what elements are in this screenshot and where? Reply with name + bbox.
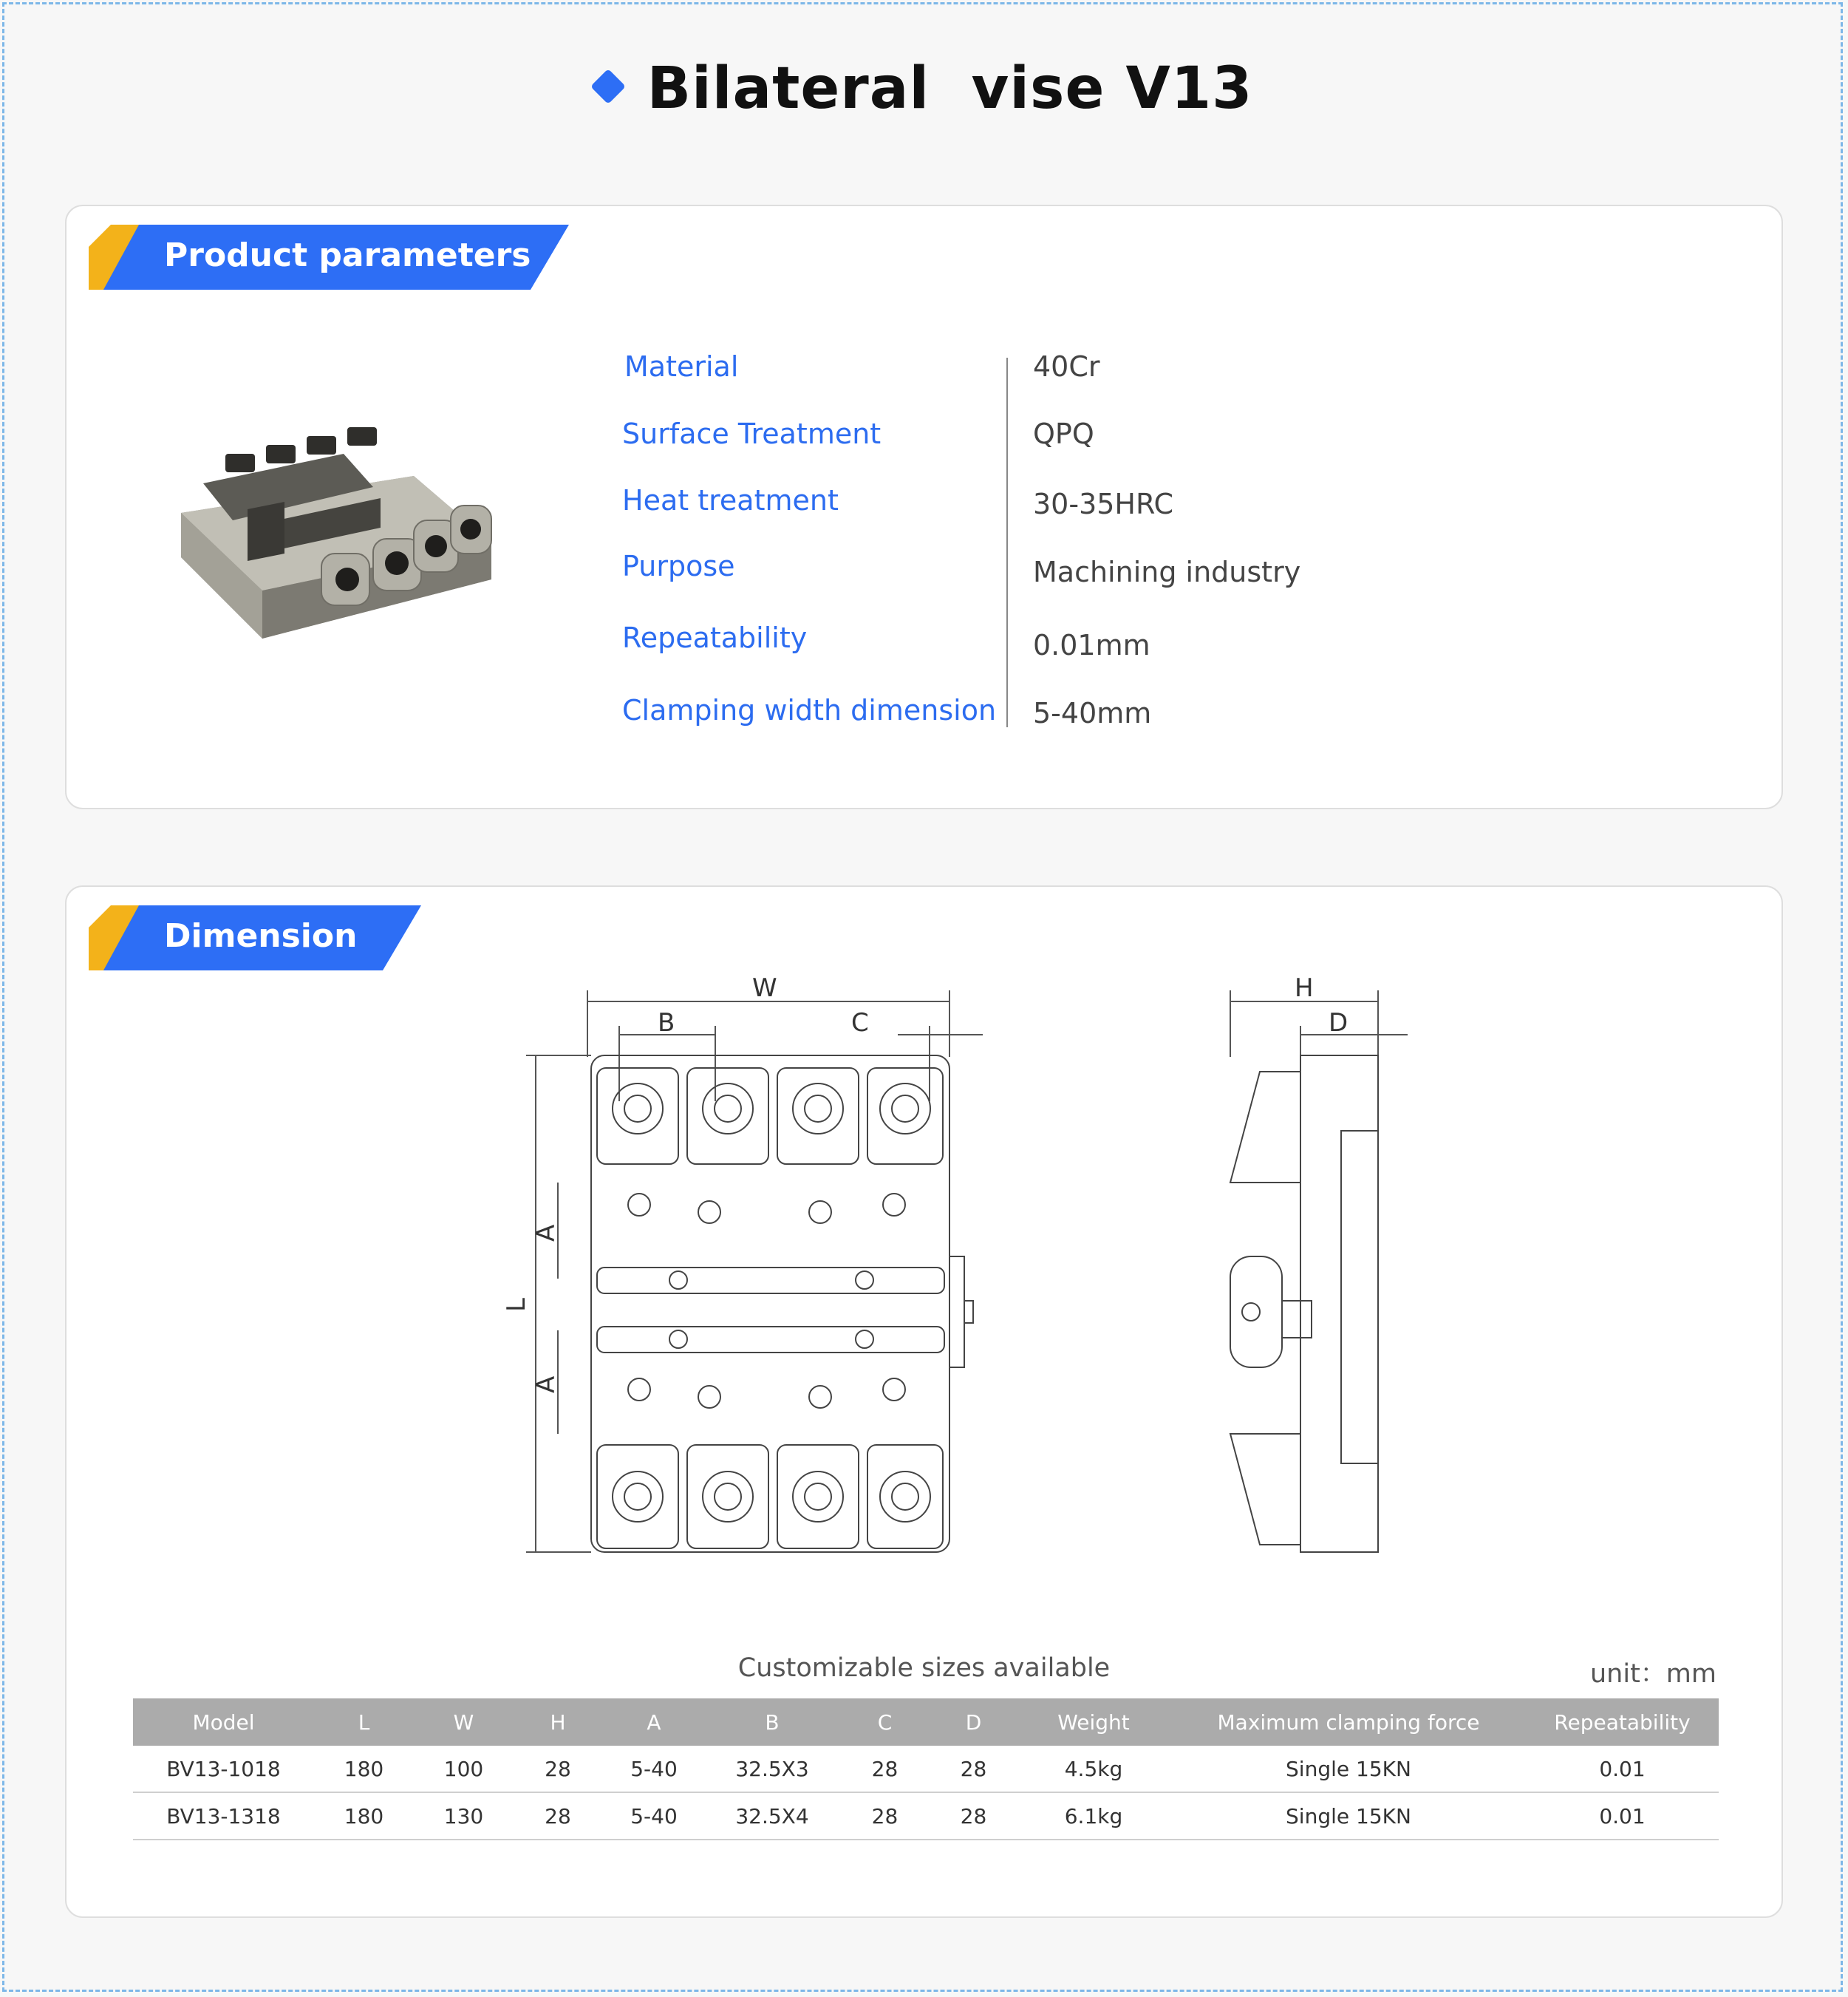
section-tab-label: Product parameters — [164, 237, 531, 274]
table-cell: 28 — [839, 1746, 931, 1792]
table-row — [133, 1792, 1719, 1840]
column-header: Model — [133, 1698, 314, 1746]
table-cell: 0.01 — [1526, 1746, 1719, 1792]
unit-label: unit：mm — [1589, 1659, 1716, 1689]
param-row-purpose — [67, 550, 1781, 594]
spec-table — [133, 1698, 1719, 1840]
table-cell: 32.5X3 — [706, 1746, 839, 1792]
table-cell: 28 — [931, 1792, 1016, 1840]
dim-label-b: B — [658, 1008, 675, 1038]
table-cell: 0.01 — [1526, 1792, 1719, 1840]
diamond-bullet-icon — [590, 69, 626, 104]
param-value: 30-35HRC — [1033, 488, 1174, 520]
table-cell: 28 — [931, 1746, 1016, 1792]
table-cell: 5-40 — [602, 1746, 706, 1792]
param-divider — [1006, 358, 1008, 727]
table-row — [133, 1746, 1719, 1792]
param-label: Surface Treatment — [622, 418, 882, 450]
param-value: 40Cr — [1033, 350, 1100, 383]
dim-label-w: W — [752, 973, 777, 1003]
dim-label-c: C — [851, 1008, 869, 1038]
table-cell: 180 — [314, 1746, 414, 1792]
dim-label-a-bottom: A — [531, 1375, 561, 1393]
dimension-drawing — [502, 961, 1470, 1574]
dim-label-a-top: A — [531, 1224, 561, 1242]
param-value: 0.01mm — [1033, 629, 1150, 661]
column-header: Repeatability — [1526, 1698, 1719, 1746]
table-cell: 4.5kg — [1016, 1746, 1171, 1792]
column-header: Maximum clamping force — [1171, 1698, 1526, 1746]
param-value: Machining industry — [1033, 556, 1301, 588]
column-header: A — [602, 1698, 706, 1746]
dim-label-h: H — [1295, 973, 1314, 1003]
table-cell: 28 — [839, 1792, 931, 1840]
param-row-surface-treatment — [67, 418, 1781, 462]
table-cell: 100 — [414, 1746, 514, 1792]
column-header: H — [514, 1698, 602, 1746]
table-cell: 130 — [414, 1792, 514, 1840]
table-cell: BV13-1018 — [133, 1746, 314, 1792]
column-header: Weight — [1016, 1698, 1171, 1746]
section-tab-label: Dimension — [164, 917, 358, 955]
table-cell: Single 15KN — [1171, 1746, 1526, 1792]
param-row-repeatability — [67, 622, 1781, 666]
param-value: QPQ — [1033, 418, 1094, 450]
column-header: B — [706, 1698, 839, 1746]
table-cell: 6.1kg — [1016, 1792, 1171, 1840]
table-cell: BV13-1318 — [133, 1792, 314, 1840]
param-label: Clamping width dimension — [622, 694, 997, 727]
table-cell: 28 — [514, 1792, 602, 1840]
param-row-heat-treatment — [67, 484, 1781, 528]
param-value: 5-40mm — [1033, 697, 1152, 729]
table-cell: 28 — [514, 1746, 602, 1792]
table-cell: 5-40 — [602, 1792, 706, 1840]
product-parameters-card — [65, 205, 1783, 809]
table-cell: Single 15KN — [1171, 1792, 1526, 1840]
param-label: Heat treatment — [622, 484, 839, 517]
param-label: Material — [624, 350, 739, 383]
spec-table-header-row — [133, 1698, 1719, 1746]
dim-label-l: L — [502, 1298, 531, 1312]
table-caption: Customizable sizes available — [737, 1653, 1111, 1683]
page-title: Bilateral vise V13 — [0, 55, 1848, 122]
dim-label-d: D — [1329, 1008, 1349, 1038]
table-cell: 180 — [314, 1792, 414, 1840]
dimension-card — [65, 885, 1783, 1918]
table-cell: 32.5X4 — [706, 1792, 839, 1840]
param-label: Purpose — [622, 550, 735, 582]
column-header: L — [314, 1698, 414, 1746]
param-row-material — [67, 350, 1781, 395]
column-header: D — [931, 1698, 1016, 1746]
column-header: W — [414, 1698, 514, 1746]
param-label: Repeatability — [622, 622, 808, 654]
column-header: C — [839, 1698, 931, 1746]
param-row-clamping-width — [67, 694, 1781, 738]
